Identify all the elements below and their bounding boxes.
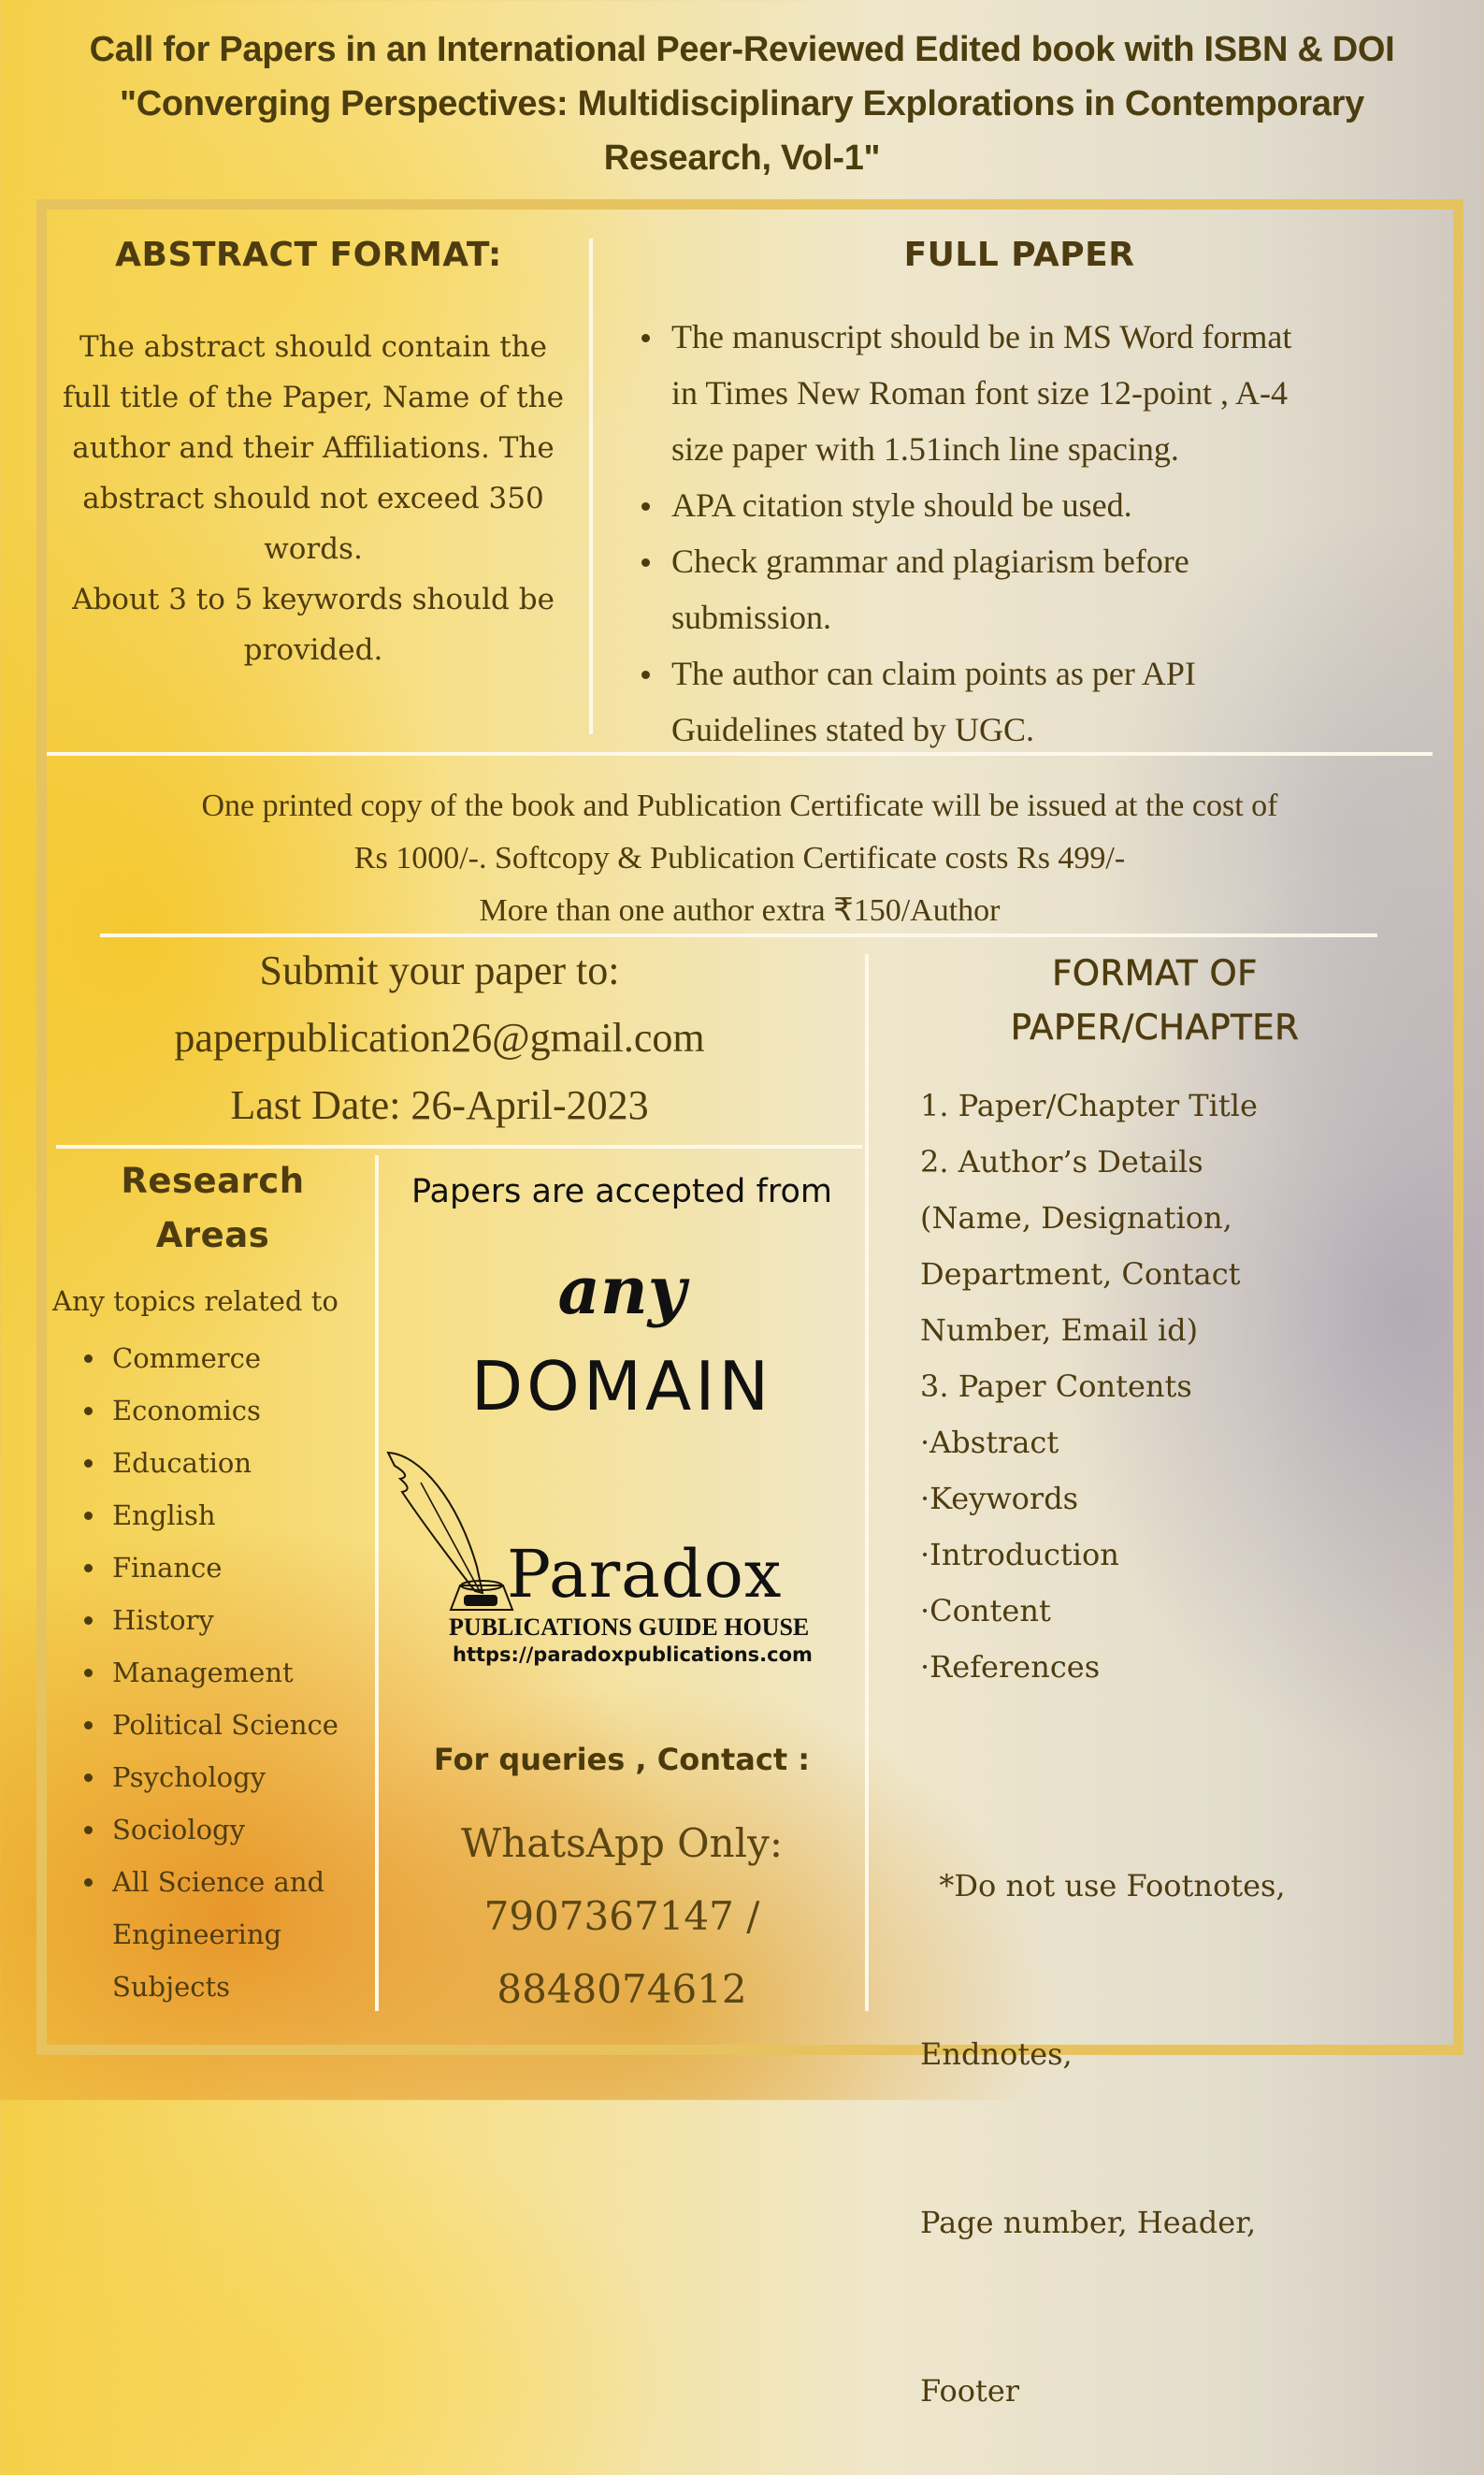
research-areas-intro: Any topics related to xyxy=(52,1285,339,1317)
research-area-item xyxy=(112,1646,374,1699)
abstract-line: author and their Affiliations. The xyxy=(72,431,555,465)
research-area-label: Education xyxy=(112,1447,252,1479)
full-paper-heading: FULL PAPER xyxy=(903,236,1135,274)
abstract-format-heading: ABSTRACT FORMAT: xyxy=(115,236,502,274)
format-line: ·References xyxy=(920,1649,1101,1685)
research-area-item xyxy=(112,1541,374,1594)
any-script-text: any xyxy=(557,1252,686,1329)
format-line: ·Keywords xyxy=(920,1481,1079,1516)
research-area-label: Engineering xyxy=(112,1918,282,1950)
format-line: 2. Author’s Details xyxy=(920,1144,1203,1180)
research-area-label: Economics xyxy=(112,1395,261,1426)
pricing-line: One printed copy of the book and Publication Certificate will be issued at the cost of xyxy=(201,789,1278,823)
last-date: Last Date: 26-April-2023 xyxy=(230,1082,649,1128)
format-line: 3. Paper Contents xyxy=(920,1368,1192,1404)
full-paper-item xyxy=(671,477,1438,533)
research-area-label: Management xyxy=(112,1657,294,1688)
full-paper-item-line: Guidelines stated by UGC. xyxy=(671,711,1034,748)
research-area-item xyxy=(112,1594,374,1646)
format-line: (Name, Designation, xyxy=(920,1200,1232,1236)
format-note-line: Footer xyxy=(920,2373,1020,2409)
format-heading-line: FORMAT OF xyxy=(1052,953,1258,993)
submission-block xyxy=(51,937,828,1139)
title-line-1: Call for Papers in an International Peer-Reviewed Edited book with ISBN & DOI xyxy=(89,30,1395,69)
research-area-item xyxy=(112,1384,374,1437)
pricing-line: Rs 1000/-. Softcopy & Publication Certificate costs Rs 499/- xyxy=(353,841,1126,876)
research-area-label: Sociology xyxy=(112,1814,245,1845)
abstract-format-text xyxy=(47,322,580,675)
contact-block xyxy=(379,1807,865,2026)
abstract-line: abstract should not exceed 350 xyxy=(82,482,544,515)
format-note xyxy=(920,1745,1444,2475)
research-area-item xyxy=(112,1751,374,1803)
full-paper-item xyxy=(671,645,1438,758)
divider-horizontal-1 xyxy=(47,752,1433,756)
submit-email[interactable]: paperpublication26@gmail.com xyxy=(174,1015,705,1061)
research-area-label: Finance xyxy=(112,1552,223,1584)
format-line: ·Content xyxy=(920,1593,1051,1628)
format-list xyxy=(920,1078,1444,1695)
research-area-label: Commerce xyxy=(112,1342,262,1374)
accepted-label: Papers are accepted from xyxy=(411,1173,832,1210)
research-areas-heading-line: Research xyxy=(121,1161,305,1201)
contact-heading: For queries , Contact : xyxy=(433,1742,811,1777)
format-heading xyxy=(874,947,1435,1055)
format-line: ·Abstract xyxy=(920,1425,1059,1460)
abstract-line: The abstract should contain the xyxy=(79,330,548,364)
domain-word: DOMAIN xyxy=(470,1347,773,1426)
pricing-line: More than one author extra ₹150/Author xyxy=(479,893,1001,928)
full-paper-item xyxy=(671,533,1438,645)
full-paper-item-line: APA citation style should be used. xyxy=(671,486,1132,524)
full-paper-item xyxy=(671,309,1438,477)
format-line: Department, Contact xyxy=(920,1256,1241,1292)
research-areas-list xyxy=(112,1332,374,2013)
format-line: ·Introduction xyxy=(920,1537,1119,1572)
divider-horizontal-3 xyxy=(56,1145,862,1149)
title-line-2: "Converging Perspectives: Multidisciplinary Explorations in Contemporary xyxy=(120,84,1364,123)
format-note-line: Page number, Header, xyxy=(920,2205,1257,2240)
full-paper-item-line: Check grammar and plagiarism before xyxy=(671,543,1189,580)
research-area-item xyxy=(112,1699,374,1751)
research-areas-heading-line: Areas xyxy=(155,1215,270,1255)
format-note-line: Endnotes, xyxy=(920,2036,1073,2072)
research-areas-heading xyxy=(51,1154,374,1263)
research-area-item xyxy=(112,1332,374,1384)
whatsapp-label: WhatsApp Only: xyxy=(461,1820,783,1866)
research-area-label: All Science and xyxy=(112,1866,325,1898)
paradox-logo xyxy=(383,1445,851,1670)
abstract-line: About 3 to 5 keywords should be xyxy=(72,583,555,616)
format-note-line: *Do not use Footnotes, xyxy=(920,1868,1286,1903)
research-area-label: Psychology xyxy=(112,1761,267,1793)
full-paper-item-line: size paper with 1.51inch line spacing. xyxy=(671,430,1179,468)
format-line: Number, Email id) xyxy=(920,1312,1199,1348)
phone-number-1[interactable]: 7907367147 / xyxy=(483,1893,760,1939)
research-area-label: History xyxy=(112,1604,214,1636)
format-line: 1. Paper/Chapter Title xyxy=(920,1088,1258,1123)
research-area-item xyxy=(112,1803,374,1856)
full-paper-list xyxy=(671,309,1438,758)
research-area-item xyxy=(112,1489,374,1541)
full-paper-item-line: in Times New Roman font size 12-point , A-4 xyxy=(671,374,1288,412)
format-heading-line: PAPER/CHAPTER xyxy=(1010,1007,1300,1048)
research-area-item xyxy=(112,1437,374,1489)
research-area-label: English xyxy=(112,1499,216,1531)
full-paper-item-line: The author can claim points as per API xyxy=(671,655,1196,692)
title-line-3: Research, Vol-1" xyxy=(603,138,881,178)
research-area-item xyxy=(112,1856,374,2013)
abstract-line: words. xyxy=(264,532,363,566)
abstract-line: full title of the Paper, Name of the xyxy=(63,381,564,414)
logo-tagline: PUBLICATIONS GUIDE HOUSE xyxy=(449,1614,810,1641)
divider-vertical-top xyxy=(589,239,593,734)
research-area-label: Subjects xyxy=(112,1971,231,2003)
divider-vertical-right xyxy=(865,954,869,2011)
quill-inkpot-icon xyxy=(383,1445,514,1614)
logo-brand: Paradox xyxy=(507,1536,783,1613)
full-paper-item-line: The manuscript should be in MS Word format xyxy=(671,318,1292,355)
abstract-line: provided. xyxy=(243,633,383,667)
logo-url[interactable]: https://paradoxpublications.com xyxy=(453,1643,813,1666)
pricing-text xyxy=(47,780,1433,937)
phone-number-2[interactable]: 8848074612 xyxy=(497,1966,747,2012)
page-title xyxy=(0,22,1484,185)
research-area-label: Political Science xyxy=(112,1709,339,1741)
full-paper-item-line: submission. xyxy=(671,599,832,636)
submit-label: Submit your paper to: xyxy=(259,948,620,993)
